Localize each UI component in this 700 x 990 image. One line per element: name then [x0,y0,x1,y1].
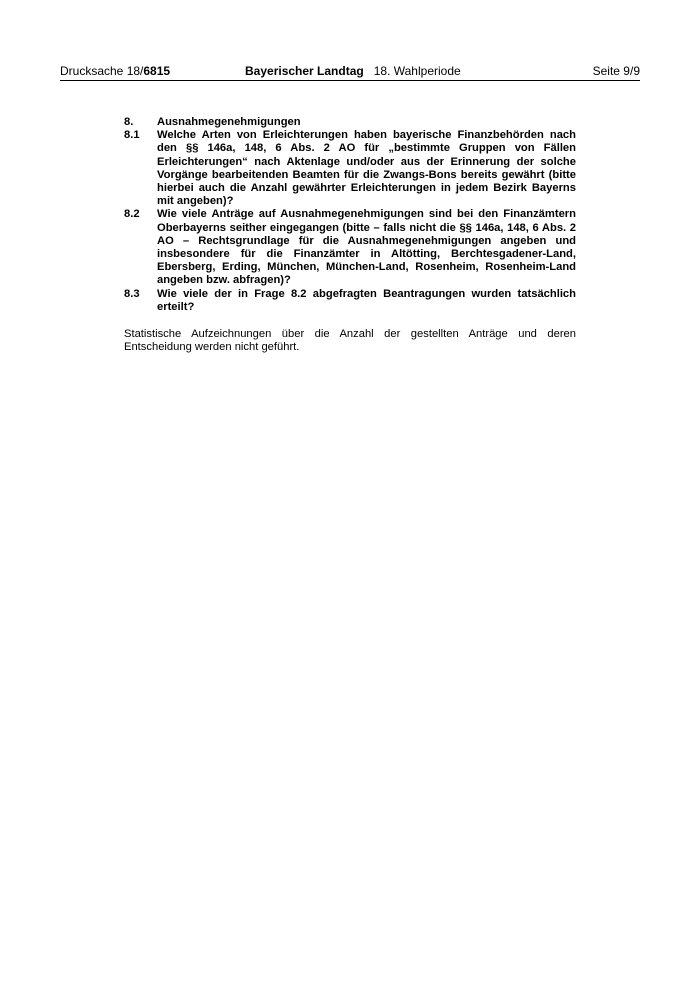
document-number [60,64,170,78]
question-number: 8.2 [124,208,140,221]
question-number: 8.1 [124,129,140,142]
page-number: Seite 9/9 [592,64,640,78]
document-number-value: 6815 [143,64,171,78]
section-number: 8. [124,116,134,128]
section-heading [124,116,576,129]
question-8-2 [124,208,576,287]
question-text: Welche Arten von Erleichterungen haben bayerische Finanzbehörden nach den §§ 146a, 148, 6 Abs. 2 AO für „bestimmte Gruppen von Fällen Erleichterungen“ nach Aktenlage und/oder aus der Erinnerung der solche Vorgänge bearbeitenden Beamten für die Zwangs-Bons bereits gewährt (bitte hierbei auch die Anzahl gewährter Erleichterungen in jedem Bezirk Bayerns mit angeben)? [157,129,576,208]
question-8-3 [124,288,576,314]
question-text: Wie viele der in Frage 8.2 abgefragten Beantragungen wurden tatsächlich erteilt? [157,287,576,313]
document-content [124,116,576,354]
question-number: 8.3 [124,287,140,300]
header-center [245,64,461,78]
section-title: Ausnahmegenehmigungen [157,116,301,128]
legislative-period: 18. Wahlperiode [373,64,461,78]
question-8-1 [124,129,576,208]
parliament-name: Bayerischer Landtag [245,64,364,78]
question-text: Wie viele Anträge auf Ausnahmegenehmigungen sind bei den Finanzämtern Oberbayerns seither eingegangen (bitte – falls nicht die §§ 146a, 148, 6 Abs. 2 AO – Rechtsgrundlage für die Ausnahmegenehmigungen angeben und insbesondere für die Finanzämter in Altötting, Berchtesgadener-Land, Ebersberg, Erding, München, München-Land, Rosenheim, Rosenheim-Land angeben bzw. abfragen)? [157,208,576,287]
answer-paragraph: Statistische Aufzeichnungen über die Anzahl der gestellten Anträge und deren Entscheidung werden nicht geführt. [124,328,576,354]
document-number-prefix: Drucksache 18/ [60,64,144,78]
header-divider [60,80,640,81]
page-header [60,64,640,80]
